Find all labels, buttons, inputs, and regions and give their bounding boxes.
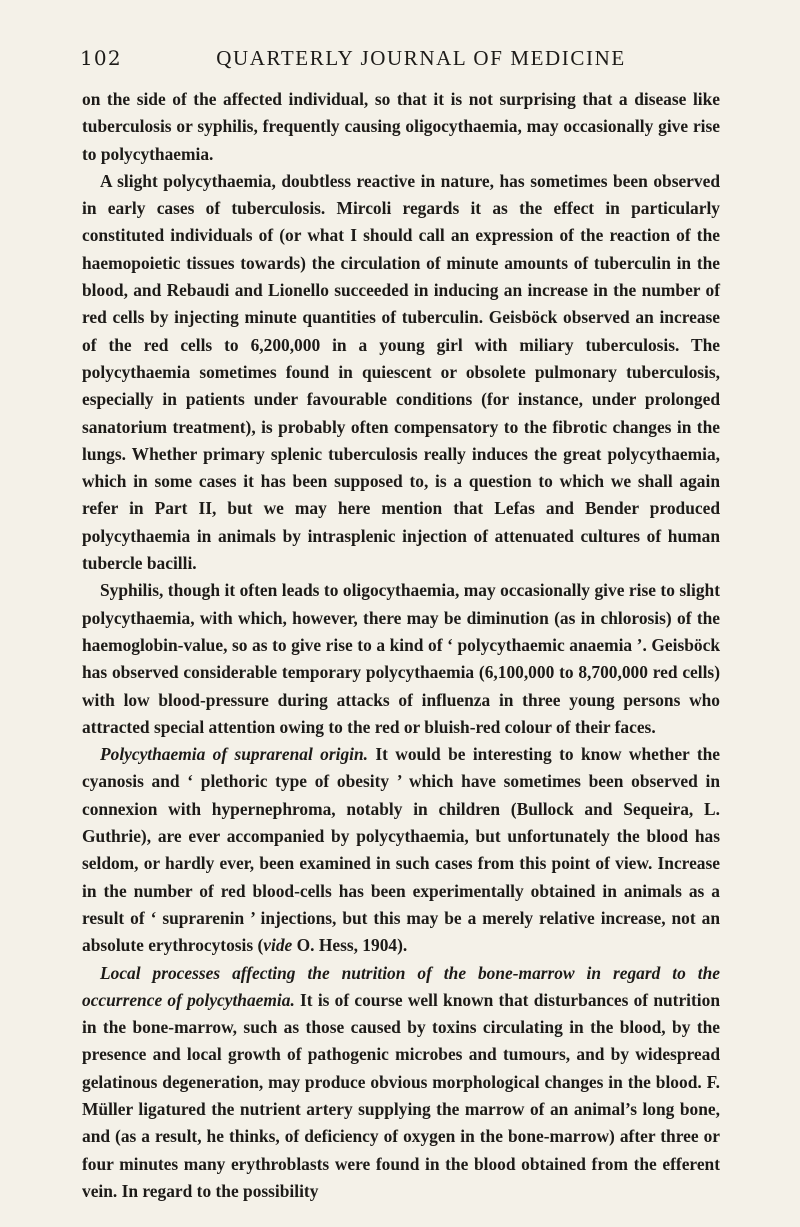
page-header — [82, 46, 720, 86]
paragraph-suprarenal — [82, 741, 720, 959]
paragraph-tuberculosis: A slight polycythaemia, doubtless reactive in nature, has sometimes been observed in early cases of tuberculosis. Mircoli regards it as the effect in particularly constituted individuals of (or what I should call an expression of the reaction of the haemopoietic tissues towards) the circulation of minute amounts of tuberculin in the blood, and Rebaudi and Lionello succeeded in inducing an increase in the number of red cells by injecting minute quantities of tuberculin. Geisböck observed an increase of the red cells to 6,200,000 in a young girl with miliary tuberculosis. The polycythaemia sometimes found in quiescent or obsolete pulmonary tuberculosis, especially in patients under favourable conditions (for instance, under prolonged sanatorium treatment), is probably often compensatory to the fibrotic changes in the lungs. Whether primary splenic tuberculosis really induces the great polycythaemia, which in some cases it has been supposed to, is a question to which we shall again refer in Part II, but we may here mention that Lefas and Bender produced polycythaemia in animals by intrasplenic injection of attenuated cultures of human tubercle bacilli. — [82, 170, 720, 574]
paragraph-bone-marrow — [82, 960, 720, 1206]
paragraph-suprarenal-citation: O. Hess, 1904). — [292, 935, 408, 956]
page-number: 102 — [80, 46, 122, 70]
running-head: QUARTERLY JOURNAL OF MEDICINE — [216, 46, 626, 70]
paragraph-continuation: on the side of the affected individual, so that it is not surprising that a disease like tuberculosis or syphilis, frequently causing oligocythaemia, may occasionally give rise to polycythaemia. — [82, 89, 720, 164]
section-heading-bone-marrow: Local processes affecting the nutrition of the bone-marrow in regard to the occurrence of polycythaemia. — [82, 962, 720, 1010]
body-text — [82, 86, 720, 1205]
journal-page — [82, 46, 720, 1205]
section-heading-suprarenal: Polycythaemia of suprarenal origin. — [100, 744, 368, 765]
vide-term: vide — [263, 935, 293, 956]
paragraph-suprarenal-text: It would be interesting to know whether the cyanosis and ‘ plethoric type of obesity ’ which have sometimes been observed in connexion with hypernephroma, notably in children (Bullock and Sequeira, L. Guthrie), are ever accompanied by polycythaemia, but unfortunately the blood has seldom, or hardly ever, been examined in such cases from this point of view. Increase in the number of red blood-cells has been experimentally obtained in animals as a result of ‘ suprarenin ’ injections, but this may be a merely relative increase, not an absolute erythrocytosis ( — [82, 744, 721, 956]
paragraph-syphilis: Syphilis, though it often leads to oligocythaemia, may occasionally give rise to slight polycythaemia, with which, however, there may be diminution (as in chlorosis) of the haemoglobin-value, so as to give rise to a kind of ‘ polycythaemic anaemia ’. Geisböck has observed considerable temporary polycythaemia (6,100,000 to 8,700,000 red cells) with low blood-pressure during attacks of influenza in three young persons who attracted special attention owing to the red or bluish-red colour of their faces. — [82, 580, 720, 737]
paragraph-bone-marrow-text: It is of course well known that disturbances of nutrition in the bone-marrow, such as those caused by toxins circulating in the blood, by the presence and local growth of pathogenic microbes and tumours, and by widespread gelatinous degeneration, may produce obvious morphological changes in the blood. F. Müller ligatured the nutrient artery supplying the marrow of an animal’s long bone, and (as a result, he thinks, of deficiency of oxygen in the bone-marrow) after three or four minutes many erythroblasts were found in the blood obtained from the efferent vein. In regard to the possibility — [82, 989, 720, 1201]
